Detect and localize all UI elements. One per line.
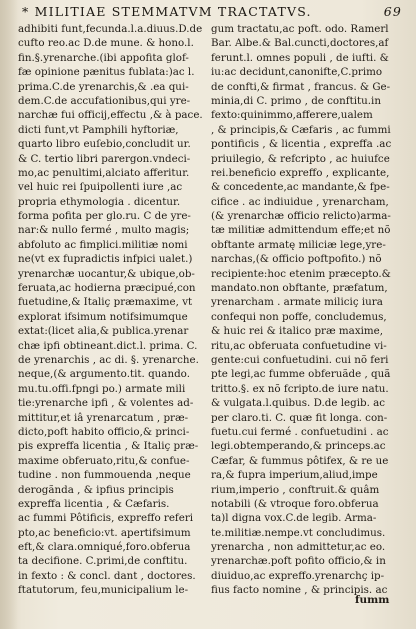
text-line: & vulgata.l.quibus. D.de legib. ac — [211, 397, 386, 410]
text-line: prima.C.de yrenarchis,& .ea qui- — [18, 80, 189, 93]
text-line: minia,di C. primo , de conftitu.in — [211, 94, 381, 107]
text-line: tæ militiæ admittendum effe;et nõ — [211, 224, 391, 237]
text-line: tie:yrenarche ipfi , & volentes ad- — [18, 397, 194, 410]
text-line: fæ opinione pænitus fublata:)ac l. — [18, 66, 195, 79]
text-line: gente:cui confuetudini. cui nõ feri — [211, 353, 389, 366]
text-line: adhibiti funt,fecunda.l.a.diuus.D.de — [18, 23, 203, 35]
catchword: fumm — [355, 594, 390, 606]
text-line: per claro.ti. C. quæ fit longa. con- — [211, 411, 388, 424]
text-line: , & principis,& Cæfaris , ac fummi — [211, 123, 391, 136]
text-line: te.militiæ.nempe.vt concludimus. — [211, 526, 386, 539]
right-text-column — [211, 22, 399, 598]
text-line: fuetu.cui fermé . confuetudini . ac — [211, 425, 389, 438]
text-line: nar:& nullo fermé , multo magis; — [18, 224, 190, 237]
text-line: vel huic rei ſpuipollenti iure ,ac — [18, 181, 183, 194]
text-line: tudine . non fummouenda ,neque — [18, 469, 191, 482]
text-line: confequi non poffe, concludemus, — [211, 310, 387, 323]
text-line: rei.beneficio expreffo , explicante, — [211, 166, 390, 179]
text-line: (& yrenarchæ officio relicto)arma- — [211, 210, 391, 223]
column-gutter — [205, 24, 209, 624]
text-line: dicto,poft habito officio,& princi- — [18, 425, 190, 438]
text-line: gum tractatu,ac poft. odo. Ramerl — [211, 23, 389, 35]
text-line: notabili (& vtroque foro.obferua — [211, 497, 379, 510]
text-line: de confti,& firmat , francus. & Ge- — [211, 80, 391, 93]
text-line: ritu,ac obferuata confuetudine vi- — [211, 339, 387, 352]
text-line: cufto reo.ac D.de mune. & hono.l. — [18, 37, 194, 50]
text-line: Cæfar, & fummus pôtifex, & re ue — [211, 454, 389, 467]
text-line: abfoluto ac fimplici.militiæ nomi — [18, 238, 188, 251]
page-binding-shadow — [0, 0, 18, 629]
text-line: propria ethymologia . dicentur. — [18, 195, 181, 208]
text-line: narchas,(& officio poftpofito.) nõ — [211, 253, 382, 266]
text-line: ta decifione. C.primi,de conftitu. — [18, 555, 188, 568]
text-line: mo,ac penultimi,alciato afferitur. — [18, 166, 190, 179]
running-header — [22, 4, 402, 20]
text-line: pte legi,ac fumme obferuãde , quã — [211, 368, 391, 381]
text-line: maxime obferuato,ritu,& confue- — [18, 454, 190, 467]
page-number: 69 — [383, 4, 402, 19]
text-line: ferunt.l. omnes populi , de iufti. & — [211, 51, 389, 64]
text-line: iu:ac decidunt,canonifte,C.primo — [211, 66, 383, 79]
text-line: ne(vt ex fupradictis infpici ualet.) — [18, 253, 193, 266]
text-line: ftatutorum, feu,municipalium le- — [18, 584, 189, 597]
text-line: explorat ifsimum notifsimumque — [18, 310, 188, 323]
text-line: recipiente:hoc etenim præcepto.& — [211, 267, 391, 280]
text-line: fius facto nomine , & principis. ac — [211, 584, 388, 597]
text-line: narchæ fui officij,effectu ,& à pace. — [18, 109, 203, 122]
text-line: fin.§.yrenarche.(ibi appofita glof- — [18, 51, 189, 64]
text-line: eft,& clara.omniqué,foro.obferua — [18, 541, 191, 554]
text-line: ta)l digna vox.C.de legib. Arma- — [211, 512, 377, 525]
text-line: tritto.§. ex nõ fcripto.de iure natu. — [211, 382, 389, 395]
text-line: & C. tertio libri parergon.vndeci- — [18, 152, 191, 165]
text-line: derogãnda , & ipfius principis — [18, 483, 174, 496]
text-line: yrenarchæ.poft pofito officio,& in — [211, 555, 386, 568]
text-line: diuiduo,ac expreffo.yrenarchç ip- — [211, 569, 385, 582]
text-line: neque,(& argumento.tit. quando. — [18, 368, 190, 381]
text-line: feruata,ac hodierna præcipué,con — [18, 282, 196, 295]
text-line: cifice . ac indiuidue , yrenarcham, — [211, 195, 389, 208]
text-line: Bar. Albe.& Bal.cuncti,doctores,af — [211, 37, 389, 50]
text-line: & concedente,ac mandante,& fpe- — [211, 181, 390, 194]
text-line: dicti funt,vt Pamphili hyftoriæ, — [18, 123, 179, 136]
text-line: fuetudine,& Italiç præmaxime, vt — [18, 296, 193, 309]
text-line: rium,imperio , conftruit.& quâm — [211, 483, 380, 496]
text-line: mandato.non obftante, præfatum, — [211, 282, 388, 295]
text-line: pontificis , & licentia , expreffa .ac — [211, 138, 392, 151]
text-line: forma pofita per glo.ru. C de yre- — [18, 210, 191, 223]
text-line: pis expreffa licentia , & Italiç præ- — [18, 440, 199, 453]
text-line: de yrenarchis , ac di. §. yrenarche. — [18, 353, 199, 366]
text-line: pto,ac beneficio:vt. apertifsimum — [18, 526, 191, 539]
left-text-column — [18, 22, 204, 598]
text-line: yrenarcha , non admittetur,ac eo. — [211, 541, 386, 554]
text-line: ac fummi Pôtificis, expreffo referi — [18, 512, 194, 525]
text-line: priuilegio, & refcripto , ac huiufce — [211, 152, 390, 165]
text-line: quarto libro euſebio,concludit ur. — [18, 138, 191, 151]
text-line: mu.tu.offi.fpngi po.) armate mili — [18, 382, 186, 395]
text-line: ra,& fupra imperium,aliud,impe — [211, 469, 378, 482]
text-line: chæ ipfi obtineant.dict.l. prima. C. — [18, 339, 198, 352]
text-line: fexto:quinimmo,afferere,ualem — [211, 109, 373, 122]
text-line: & huic rei & italico præ maxime, — [211, 325, 384, 338]
text-line: in fexto : & concl. dant , doctores. — [18, 569, 196, 582]
text-line: dem.C.de accufationibus,qui yre- — [18, 94, 191, 107]
text-line: mittitur,et iâ yrenarcatum , præ- — [18, 411, 189, 424]
text-line: yrenarcham . armate miliciç iura — [211, 296, 383, 309]
text-line: legi.obtemperando,& princeps.ac — [211, 440, 386, 453]
text-line: extat:(licet alia,& publica.yrenar — [18, 325, 189, 338]
running-title: * MILITIAE STEMMATVM TRACTATVS. — [22, 4, 312, 19]
text-line: expreffa licentia , & Cæfaris. — [18, 497, 170, 510]
text-line: yrenarchæ uocantur,& ubique,ob- — [18, 267, 195, 280]
text-line: obftante armatę miliciæ lege,yre- — [211, 238, 386, 251]
